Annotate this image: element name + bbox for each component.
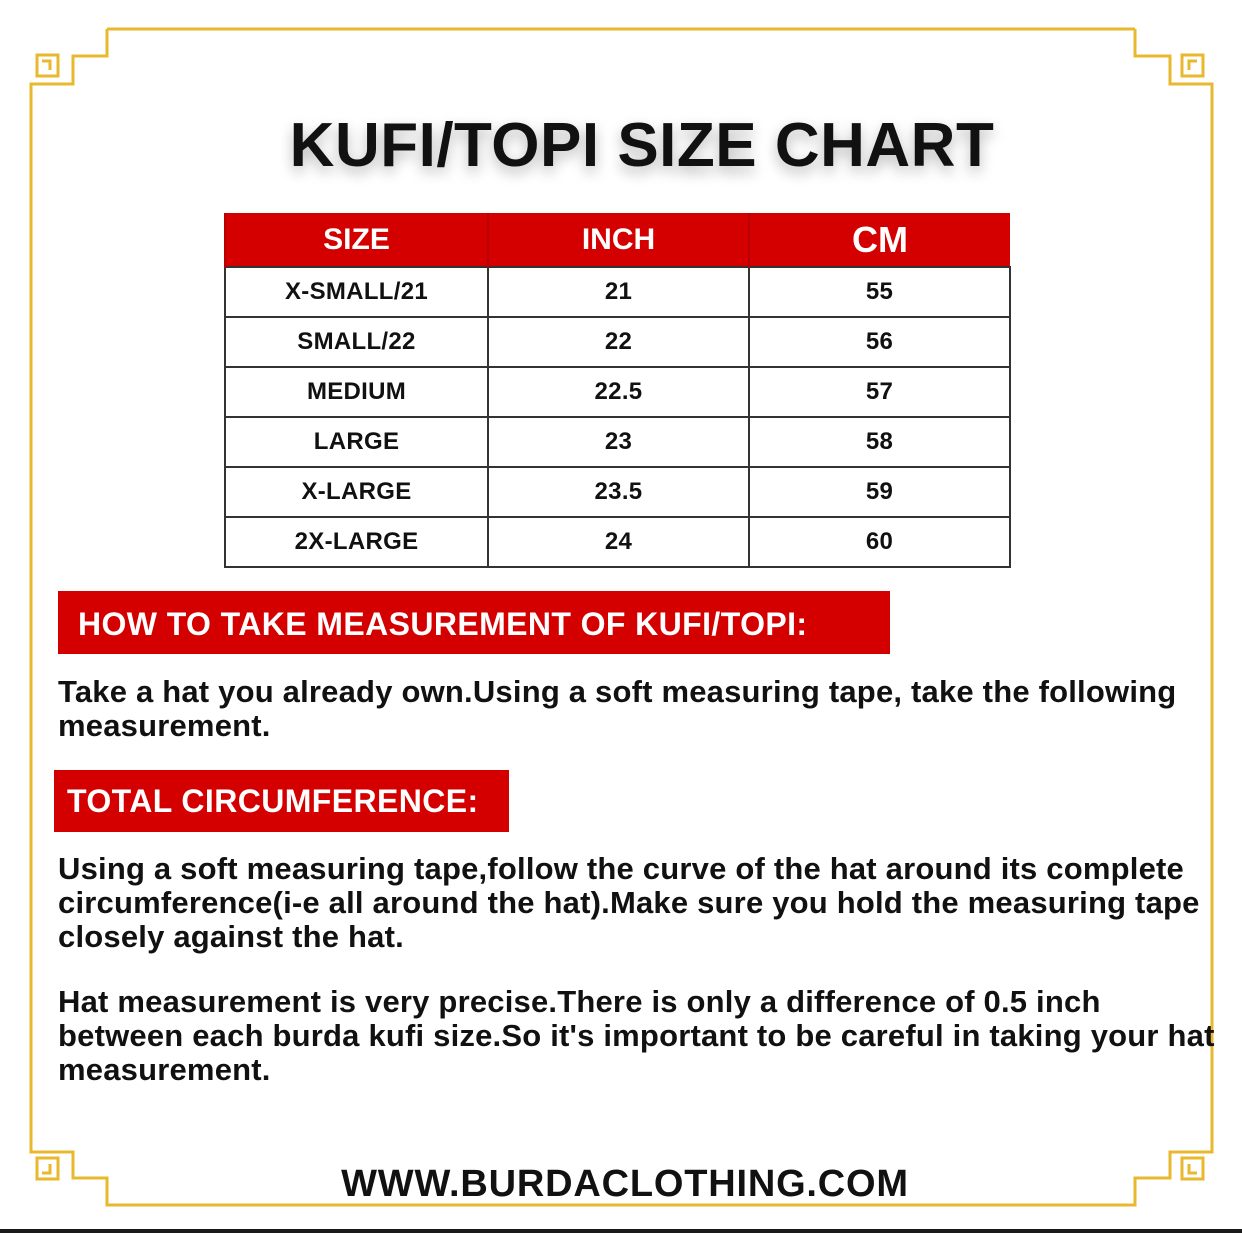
size-cell: X-LARGE: [225, 467, 488, 517]
precision-note-text: Hat measurement is very precise.There is only a difference of 0.5 inch between each burda kufi size.So it's important to be careful in taking your hat measurement.: [58, 984, 1215, 1087]
size-cell: LARGE: [225, 417, 488, 467]
table-row: [225, 317, 1010, 367]
bottom-divider: [0, 1229, 1242, 1233]
size-cell: SMALL/22: [225, 317, 488, 367]
table-row: [225, 367, 1010, 417]
total-circumference-heading: TOTAL CIRCUMFERENCE:: [54, 770, 509, 832]
table-row: [225, 267, 1010, 317]
header-cm: CM: [749, 213, 1010, 267]
inch-cell: 21: [488, 267, 749, 317]
table-row: [225, 417, 1010, 467]
cm-cell: 56: [749, 317, 1010, 367]
inch-cell: 22.5: [488, 367, 749, 417]
cm-cell: 57: [749, 367, 1010, 417]
table-header-row: [225, 213, 1010, 267]
page-title: KUFI/TOPI SIZE CHART: [289, 111, 995, 180]
table-row: [225, 467, 1010, 517]
cm-cell: 59: [749, 467, 1010, 517]
header-size: SIZE: [225, 213, 488, 267]
cm-cell: 58: [749, 417, 1010, 467]
size-cell: X-SMALL/21: [225, 267, 488, 317]
size-chart-table: [224, 213, 1011, 568]
inch-cell: 23: [488, 417, 749, 467]
how-to-measure-text: Take a hat you already own.Using a soft measuring tape, take the following measurement.: [58, 674, 1177, 743]
inch-cell: 24: [488, 517, 749, 567]
inch-cell: 22: [488, 317, 749, 367]
how-to-measure-heading: HOW TO TAKE MEASUREMENT OF KUFI/TOPI:: [58, 591, 890, 654]
inch-cell: 23.5: [488, 467, 749, 517]
circumference-instructions-text: Using a soft measuring tape,follow the curve of the hat around its complete circumference(i-e all around the hat).Make sure you hold the measuring tape closely against the hat.: [58, 851, 1200, 954]
website-url: WWW.BURDACLOTHING.COM: [341, 1163, 909, 1205]
cm-cell: 55: [749, 267, 1010, 317]
table-row: [225, 517, 1010, 567]
cm-cell: 60: [749, 517, 1010, 567]
header-inch: INCH: [488, 213, 749, 267]
size-cell: 2X-LARGE: [225, 517, 488, 567]
size-cell: MEDIUM: [225, 367, 488, 417]
